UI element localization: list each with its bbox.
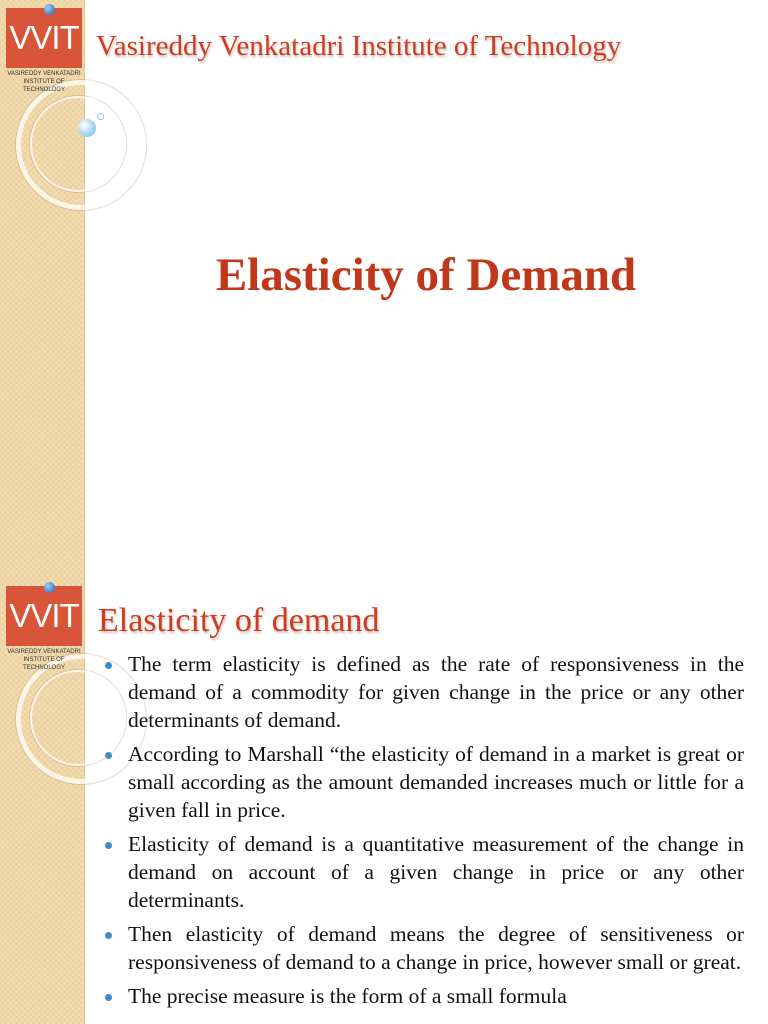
bullet-text: The term elasticity is defined as the rate of responsiveness in the demand of a commodity for given change in the price or any other determinants of demand. [128, 652, 744, 732]
logo-text: VVIT [9, 19, 79, 56]
logo-text: VVIT [9, 597, 79, 634]
bullet-item [100, 982, 744, 1010]
bullet-item [100, 650, 744, 734]
bullet-dot-icon [105, 932, 112, 939]
logo-dot-icon [44, 4, 55, 15]
bullet-text: Elasticity of demand is a quantitative measurement of the change in demand on account of a given change in price or any other determinants. [128, 832, 744, 912]
logo-mark [6, 8, 82, 68]
decorative-bubble-icon [97, 113, 104, 120]
bullet-item [100, 920, 744, 976]
bullet-list [100, 650, 744, 1016]
bullet-dot-icon [105, 662, 112, 669]
section-title: Elasticity of demand [98, 602, 380, 639]
bullet-text: According to Marshall “the elasticity of demand in a market is great or small according as the amount demanded increases much or little for a given fall in price. [128, 742, 744, 822]
bullet-text: Then elasticity of demand means the degree of sensitiveness or responsiveness of demand to a change in price, however small or great. [128, 922, 744, 974]
bullet-item [100, 740, 744, 824]
vvit-logo [6, 8, 82, 94]
vvit-logo [6, 586, 82, 672]
presentation-title: Elasticity of Demand [215, 249, 637, 301]
bullet-text: The precise measure is the form of a small formula [128, 984, 567, 1008]
decorative-bubble-icon [78, 119, 96, 137]
bullet-dot-icon [105, 994, 112, 1001]
bullet-dot-icon [105, 752, 112, 759]
decorative-sidebar [0, 0, 85, 576]
decorative-sidebar [0, 576, 85, 1024]
logo-subtitle: VASIREDDY VENKATADRI INSTITUTE OF TECHNOLOGY [7, 71, 81, 93]
institute-name: Vasireddy Venkatadri Institute of Technology [96, 30, 622, 62]
content-slide [0, 576, 768, 1024]
logo-subtitle: VASIREDDY VENKATADRI INSTITUTE OF TECHNOLOGY [7, 649, 81, 671]
bullet-item [100, 830, 744, 914]
decorative-ring [30, 96, 126, 192]
bullet-dot-icon [105, 842, 112, 849]
logo-mark [6, 586, 82, 646]
logo-dot-icon [44, 582, 55, 593]
